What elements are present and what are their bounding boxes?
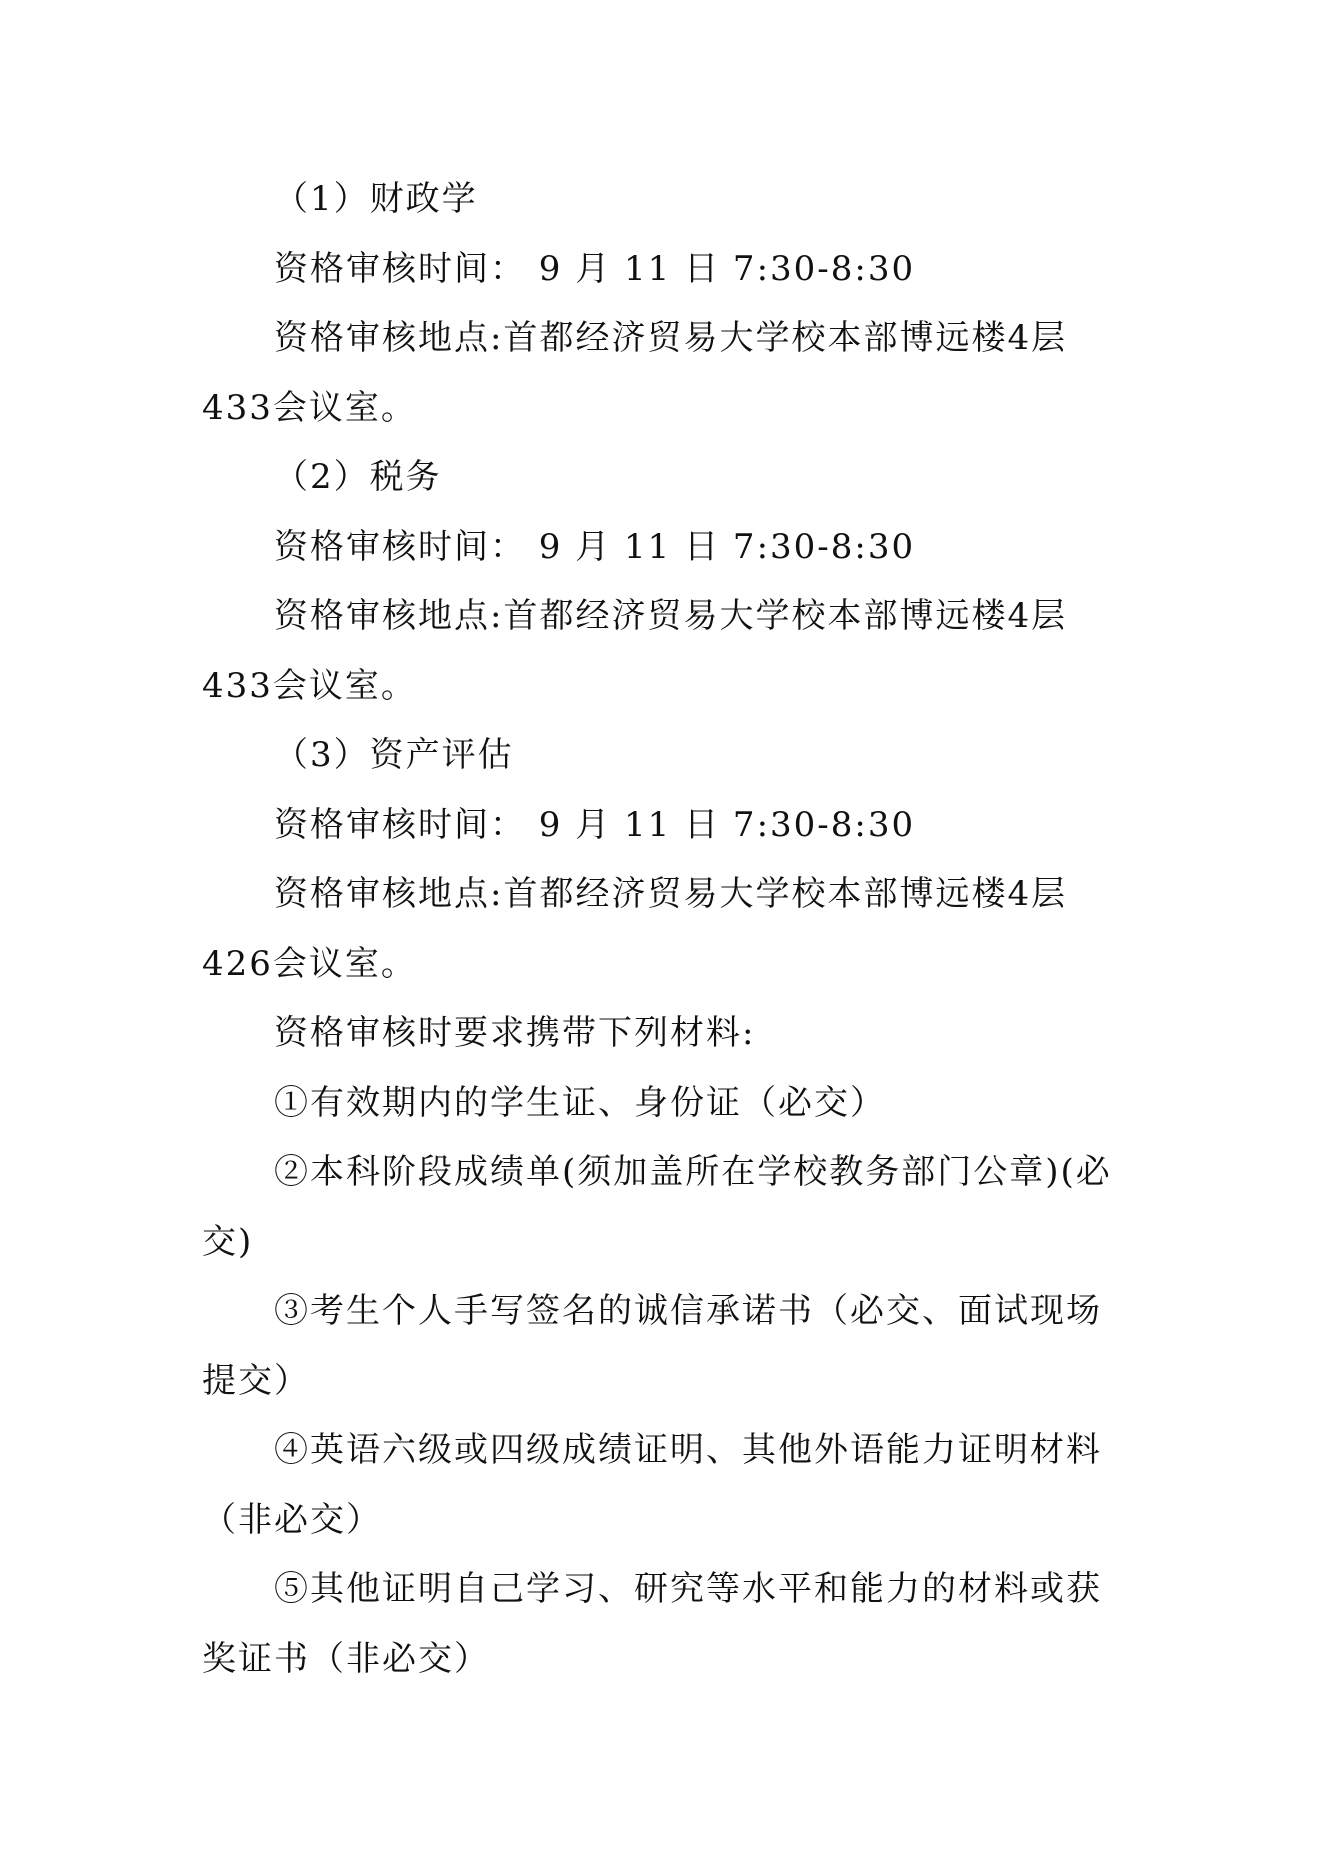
section-taxation-time: 资格审核时间： 9 月 11 日 7:30-8:30 xyxy=(274,526,916,567)
section-taxation-place: 资格审核地点:首都经济贸易大学校本部博远楼4层433会议室。 xyxy=(202,596,1068,706)
section-finance-time: 资格审核时间： 9 月 11 日 7:30-8:30 xyxy=(274,248,916,289)
materials-item: ⑤其他证明自己学习、研究等水平和能力的材料或获奖证书（非必交） xyxy=(202,1569,1102,1679)
materials-item: ①有效期内的学生证、身份证（必交） xyxy=(274,1082,886,1123)
materials-item: ④英语六级或四级成绩证明、其他外语能力证明材料（非必交） xyxy=(202,1430,1102,1540)
section-asset-appraisal-place: 资格审核地点:首都经济贸易大学校本部博远楼4层426会议室。 xyxy=(202,874,1068,984)
materials-item: ②本科阶段成绩单(须加盖所在学校教务部门公章)(必交) xyxy=(202,1152,1112,1262)
section-heading-asset-appraisal: （3）资产评估 xyxy=(274,735,514,775)
section-finance-place: 资格审核地点:首都经济贸易大学校本部博远楼4层433会议室。 xyxy=(202,318,1068,428)
document-body xyxy=(202,165,1130,1694)
materials-item: ③考生个人手写签名的诚信承诺书（必交、面试现场提交） xyxy=(202,1291,1102,1401)
section-heading-taxation: （2）税务 xyxy=(274,457,442,497)
materials-intro: 资格审核时要求携带下列材料: xyxy=(274,1013,756,1053)
section-asset-appraisal-time: 资格审核时间： 9 月 11 日 7:30-8:30 xyxy=(274,804,916,845)
section-heading-finance: （1）财政学 xyxy=(274,179,478,219)
